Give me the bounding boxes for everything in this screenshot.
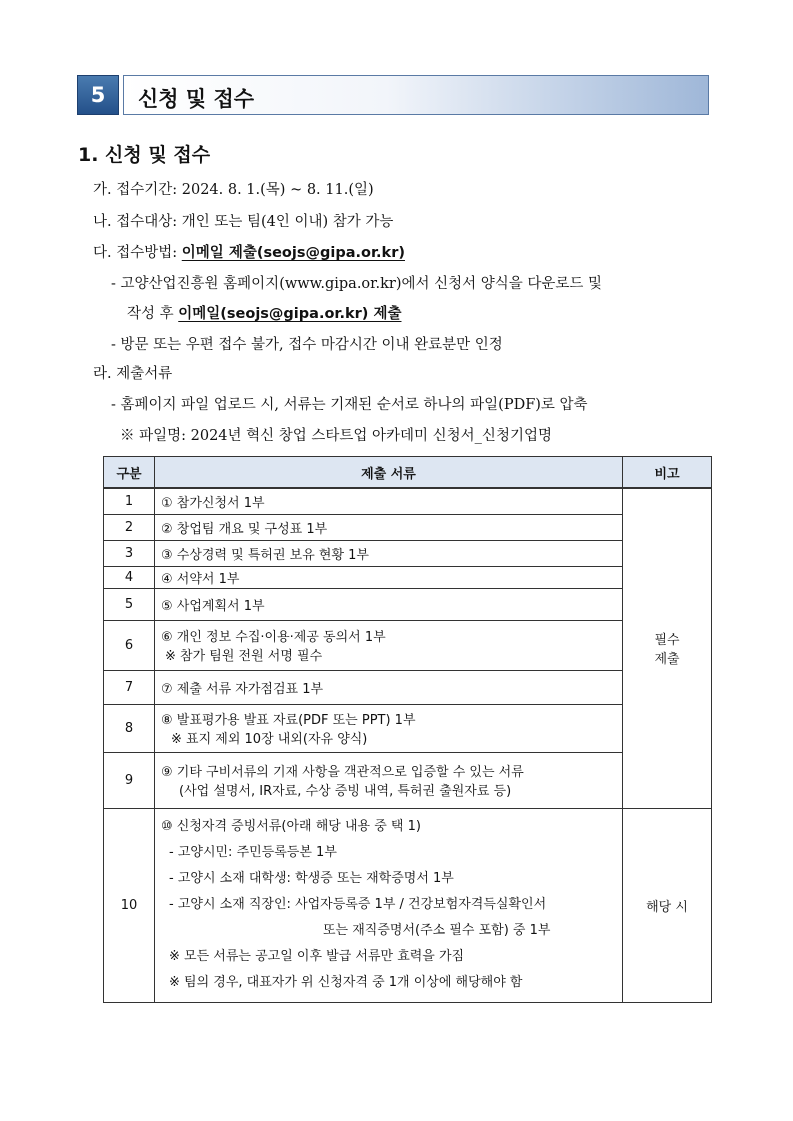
row-document: ⑤ 사업계획서 1부 (155, 588, 623, 620)
method-line (93, 241, 405, 262)
table-row (104, 752, 712, 808)
row-number: 2 (104, 514, 155, 540)
row-document: ④ 서약서 1부 (155, 566, 623, 588)
table-row (104, 670, 712, 704)
table-row (104, 514, 712, 540)
table-row (104, 588, 712, 620)
section-title: 신청 및 접수 (138, 87, 255, 111)
row-document: ⑦ 제출 서류 자가점검표 1부 (155, 670, 623, 704)
documents-table (103, 456, 712, 1003)
row-document-main: ⑨ 기타 구비서류의 기재 사항을 객관적으로 입증할 수 있는 서류 (161, 765, 524, 780)
method-sub1-b-prefix: 작성 후 (127, 306, 179, 322)
table-row (104, 808, 712, 1002)
row-document: ③ 수상경력 및 특허권 보유 현황 1부 (155, 540, 623, 566)
table-header-row (104, 457, 712, 489)
row10-line-1: ⑩ 신청자격 증빙서류(아래 해당 내용 중 택 1) (161, 819, 421, 834)
row-number: 3 (104, 540, 155, 566)
method-label: 다. 접수방법: (93, 245, 182, 261)
row10-line-4: - 고양시 소재 직장인: 사업자등록증 1부 / 건강보험자격득실확인서 (169, 897, 547, 912)
row10-line-7: ※ 팀의 경우, 대표자가 위 신청자격 중 1개 이상에 해당해야 함 (169, 975, 523, 990)
section-title-bar (123, 75, 709, 115)
method-sub2: - 방문 또는 우편 접수 불가, 접수 마감시간 이내 완료분만 인정 (111, 337, 503, 353)
row-document-sub: ※ 참가 팀원 전원 서명 필수 (165, 649, 323, 664)
row-document (155, 620, 623, 670)
section-header (77, 75, 709, 115)
row-document (155, 752, 623, 808)
header-category: 구분 (104, 457, 155, 489)
note-required: 필수 제출 (623, 488, 712, 808)
period-line: 가. 접수기간: 2024. 8. 1.(목) ~ 8. 11.(일) (93, 182, 374, 198)
row10-line-5: 또는 재직증명서(주소 필수 포함) 중 1부 (323, 923, 551, 938)
page-heading: 1. 신청 및 접수 (78, 144, 211, 166)
docs-label: 라. 제출서류 (93, 366, 173, 382)
row-document-main: ⑥ 개인 정보 수집·이용·제공 동의서 1부 (161, 630, 386, 645)
row-number: 5 (104, 588, 155, 620)
row10-line-2: - 고양시민: 주민등록등본 1부 (169, 845, 337, 860)
row-number: 7 (104, 670, 155, 704)
table-row (104, 620, 712, 670)
row-document (155, 808, 623, 1002)
header-note: 비고 (623, 457, 712, 489)
row-number: 6 (104, 620, 155, 670)
method-sub1-a: - 고양산업진흥원 홈페이지(www.gipa.or.kr)에서 신청서 양식을 다운로드 및 (111, 276, 603, 292)
table-row (104, 540, 712, 566)
row-number: 1 (104, 488, 155, 514)
row-number: 4 (104, 566, 155, 588)
row-document-main: ⑧ 발표평가용 발표 자료(PDF 또는 PPT) 1부 (161, 713, 416, 728)
row-number: 8 (104, 704, 155, 752)
target-line: 나. 접수대상: 개인 또는 팀(4인 이내) 참가 가능 (93, 214, 394, 230)
method-sub1-b-value: 이메일(seojs@gipa.or.kr) 제출 (178, 306, 402, 322)
row10-line-6: ※ 모든 서류는 공고일 이후 발급 서류만 효력을 가짐 (169, 949, 465, 964)
table-row (104, 488, 712, 514)
row-document-sub: (사업 설명서, IR자료, 수상 증빙 내역, 특허권 출원자료 등) (179, 784, 512, 799)
row-document: ① 참가신청서 1부 (155, 488, 623, 514)
method-value: 이메일 제출(seojs@gipa.or.kr) (181, 245, 405, 261)
row-document (155, 704, 623, 752)
table-row (104, 704, 712, 752)
row10-line-3: - 고양시 소재 대학생: 학생증 또는 재학증명서 1부 (169, 871, 454, 886)
row-number: 10 (104, 808, 155, 1002)
section-number: 5 (77, 75, 119, 115)
row-number: 9 (104, 752, 155, 808)
docs-sub1: - 홈페이지 파일 업로드 시, 서류는 기재된 순서로 하나의 파일(PDF)로 압축 (111, 397, 588, 413)
header-documents: 제출 서류 (155, 457, 623, 489)
row-document-sub: ※ 표지 제외 10장 내외(자유 양식) (171, 732, 368, 747)
row-document: ② 창업팀 개요 및 구성표 1부 (155, 514, 623, 540)
note-applicable: 해당 시 (623, 808, 712, 1002)
docs-sub2: ※ 파일명: 2024년 혁신 창업 스타트업 아카데미 신청서_신청기업명 (120, 428, 552, 444)
method-sub1-b (127, 302, 401, 323)
table-row (104, 566, 712, 588)
